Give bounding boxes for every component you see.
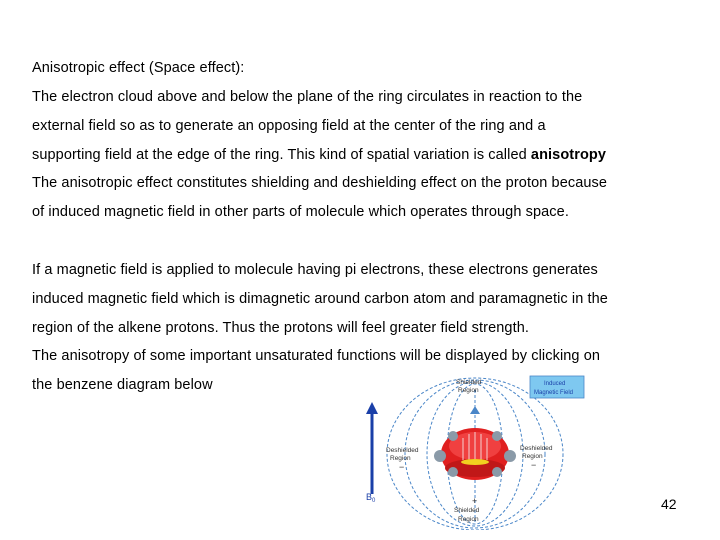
- minus-right: −: [531, 460, 537, 470]
- shielded-top-label: Shielded: [456, 379, 482, 386]
- b0-arrow-head: [366, 402, 378, 414]
- field-arrow-top: [470, 406, 480, 414]
- benzene-ring: [434, 428, 516, 480]
- b0-label: $B_0$: [366, 492, 376, 504]
- shielded-top-label-2: Region: [458, 387, 479, 394]
- induced-field-label-2: Magnetic Field: [534, 390, 574, 396]
- deshielded-right-label-2: Region: [522, 453, 543, 460]
- minus-left: −: [399, 462, 405, 472]
- text-line-2: external field so as to generate an opposing field at the center of the ring and a: [32, 118, 546, 134]
- induced-field-label: Induced: [544, 381, 566, 387]
- text-line-7: induced magnetic field which is dimagnetic around carbon atom and paramagnetic in the: [32, 291, 608, 307]
- benzene-anisotropy-diagram[interactable]: [360, 372, 590, 530]
- shielded-bottom-label-2: Region: [458, 516, 479, 523]
- anisotropy-term: anisotropy: [530, 147, 607, 163]
- text-line-3: [32, 147, 606, 163]
- text-line-1: The electron cloud above and below the plane of the ring circulates in reaction to the: [32, 89, 583, 105]
- text-line-4: The anisotropic effect constitutes shielding and deshielding effect on the proton because: [32, 175, 608, 191]
- text-line-9: The anisotropy of some important unsaturated functions will be displayed by clicking on: [32, 348, 601, 364]
- text-line-5: of induced magnetic field in other parts of molecule which operates through space.: [32, 204, 569, 220]
- shielded-bottom-label: Shielded: [454, 507, 480, 514]
- deshielded-left-label: Deshielded: [386, 447, 419, 454]
- text-line-10: the benzene diagram below: [32, 377, 213, 393]
- text-line-3-main: supporting field at the edge of the ring. This kind of spatial variation is called: [32, 147, 531, 163]
- deshielded-right-label: Deshielded: [520, 445, 553, 452]
- plus-sign: +: [472, 496, 478, 506]
- heading: Anisotropic effect (Space effect):: [32, 60, 245, 76]
- text-line-8: region of the alkene protons. Thus the protons will feel greater field strength.: [32, 320, 529, 336]
- page-number: 42: [661, 496, 677, 512]
- deshielded-left-label-2: Region: [390, 455, 411, 462]
- text-line-6: If a magnetic field is applied to molecule having pi electrons, these electrons generates: [32, 262, 598, 278]
